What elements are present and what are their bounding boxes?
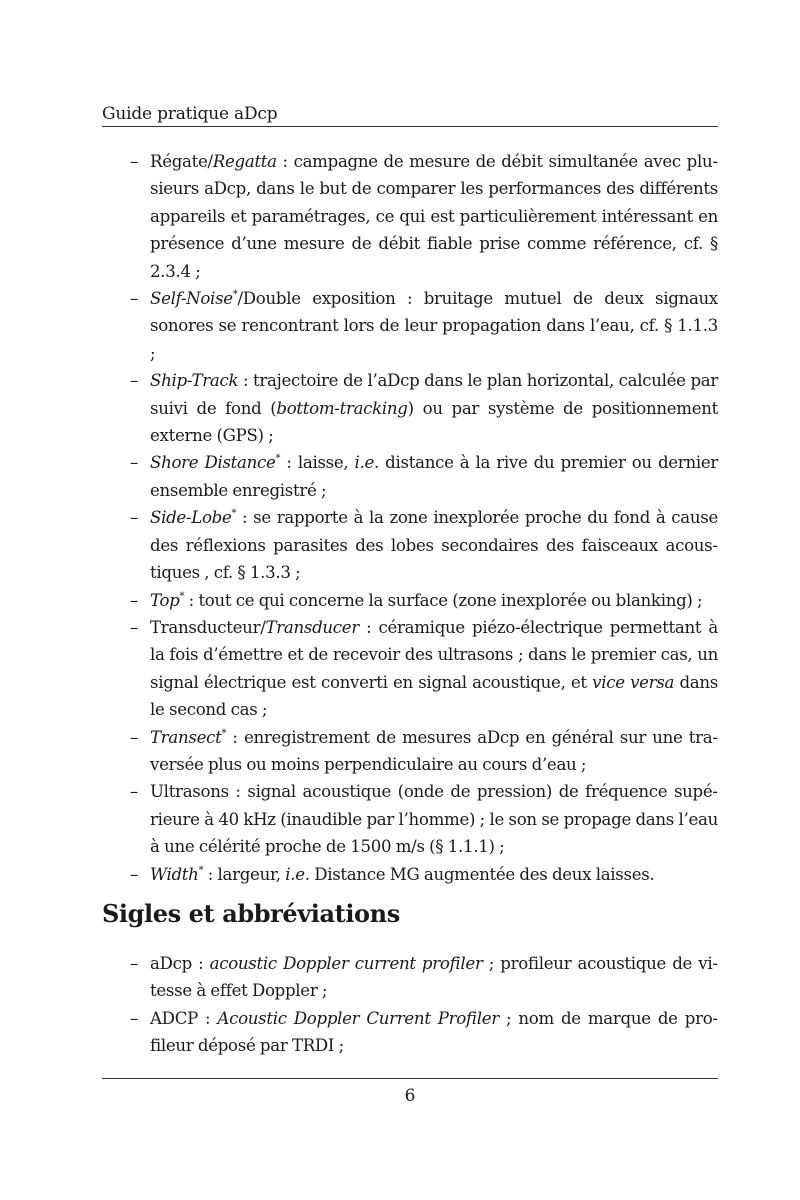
glossary-entry-self-noise [102, 285, 718, 367]
abbreviation-entry-adcp [102, 950, 718, 1005]
entry-star: * [221, 727, 227, 739]
list-dash: – [130, 590, 138, 610]
glossary-entry-shore-distance [102, 449, 718, 504]
glossary-entry-regatta [102, 148, 718, 285]
list-dash: – [130, 727, 138, 747]
glossary-entry-ship-track [102, 367, 718, 449]
entry-text: Régate/ [150, 152, 213, 171]
entry-definition: distance à la rive du premier ou dernier ensemble enregistré ; [150, 453, 718, 500]
entry-text: aDcp : [150, 954, 210, 973]
entry-definition: dans le second cas ; [150, 672, 718, 720]
entry-definition: : trajectoire de l’aDcp dans le plan horizontal, calculée par suivi de fond ( [150, 371, 718, 418]
list-dash: – [130, 453, 138, 473]
entry-term: Transect [150, 727, 222, 747]
glossary-entry-transducer [102, 614, 718, 724]
list-dash: – [130, 954, 138, 973]
page-number: 6 [404, 1086, 416, 1106]
entry-term: Width [150, 864, 199, 884]
entry-emphasis: bottom-tracking [276, 398, 408, 418]
entry-definition: : se rapporte à la zone inexplorée proche du fond à cause des réflexions parasites des lobes secondaires des faisceaux acoustiques , cf. § 1.3.3 ; [150, 508, 718, 583]
entry-definition: ; nom de marque de profileur déposé par TRDI ; [150, 1008, 718, 1056]
entry-star: * [198, 864, 204, 876]
list-dash: – [130, 371, 138, 391]
entry-definition: Distance MG augmentée des deux laisses. [309, 864, 655, 884]
footer-rule [102, 1078, 718, 1079]
glossary-entry-top [102, 587, 718, 614]
entry-term: acoustic Doppler current profiler [209, 954, 483, 973]
list-dash: – [130, 1008, 138, 1028]
list-dash: – [130, 617, 138, 637]
entry-definition: : tout ce qui concerne la surface (zone inexplorée ou blanking) ; [184, 590, 703, 610]
entry-definition: ) ou par système de positionnement externe (GPS) ; [150, 398, 718, 446]
entry-emphasis: vice versa [592, 672, 675, 692]
entry-text: ADCP : [150, 1008, 218, 1028]
section-heading: Sigles et abbréviations [102, 899, 400, 928]
list-dash: – [130, 864, 138, 884]
entry-term: Acoustic Doppler Current Profiler [217, 1008, 499, 1028]
running-header: Guide pratique aDcp [102, 104, 278, 124]
entry-term: Regatta [212, 152, 277, 171]
entry-emphasis: i.e. [354, 453, 380, 473]
entry-definition: : laisse, [280, 453, 355, 473]
header-rule [102, 126, 718, 127]
entry-text: Transducteur/ [150, 617, 266, 637]
entry-term: Self-Noise [150, 289, 233, 309]
entry-text: Ultrasons : signal acoustique (onde de pression) de fréquence supérieure à 40 kHz (inaudible par l’homme) ; le son se propage dans l’eau à une célérité proche de 1500 m/s (§ 1.1.1) ; [150, 782, 718, 857]
glossary-entry-width [102, 861, 718, 888]
entry-definition: : campagne de mesure de débit simultanée avec plusieurs aDcp, dans le but de comparer les performances des différents appareils et paramétrages, ce qui est particulièrement intéressant en présence d’une mesure de débit fiable prise comme référence, cf. § 2.3.4 ; [150, 152, 718, 281]
glossary-list [102, 148, 718, 888]
abbreviation-list [102, 950, 718, 1060]
list-dash: – [130, 289, 138, 309]
entry-star: * [232, 289, 238, 301]
entry-star: * [231, 508, 237, 520]
entry-definition: ; profileur acoustique de vitesse à effet Doppler ; [150, 954, 718, 1001]
entry-term: Top [150, 590, 180, 610]
entry-term: Shore Distance [150, 453, 276, 473]
list-dash: – [130, 782, 138, 802]
entry-term: Side-Lobe [150, 508, 232, 528]
list-dash: – [130, 508, 138, 528]
entry-term: Transducer [265, 617, 359, 637]
entry-star: * [179, 590, 185, 602]
entry-definition: : enregistrement de mesures aDcp en général sur une traversée plus ou moins perpendiculaire au cours d’eau ; [150, 727, 718, 774]
entry-definition: : largeur, [203, 864, 286, 884]
glossary-entry-side-lobe [102, 504, 718, 586]
entry-emphasis: i.e. [285, 864, 310, 884]
entry-term: Ship-Track [150, 371, 239, 391]
glossary-entry-transect [102, 724, 718, 779]
entry-star: * [275, 453, 281, 465]
list-dash: – [130, 152, 138, 171]
entry-definition: /Double exposition : bruitage mutuel de deux signaux sonores se rencontrant lors de leur propagation dans l’eau, cf. § 1.1.3 ; [150, 289, 718, 363]
glossary-entry-ultrasons [102, 778, 718, 860]
abbreviation-entry-ADCP [102, 1005, 718, 1060]
entry-definition: : céramique piézo-électrique permettant à la fois d’émettre et de recevoir des ultrasons ; dans le premier cas, un signal électrique est converti en signal acoustique, et [150, 617, 718, 692]
